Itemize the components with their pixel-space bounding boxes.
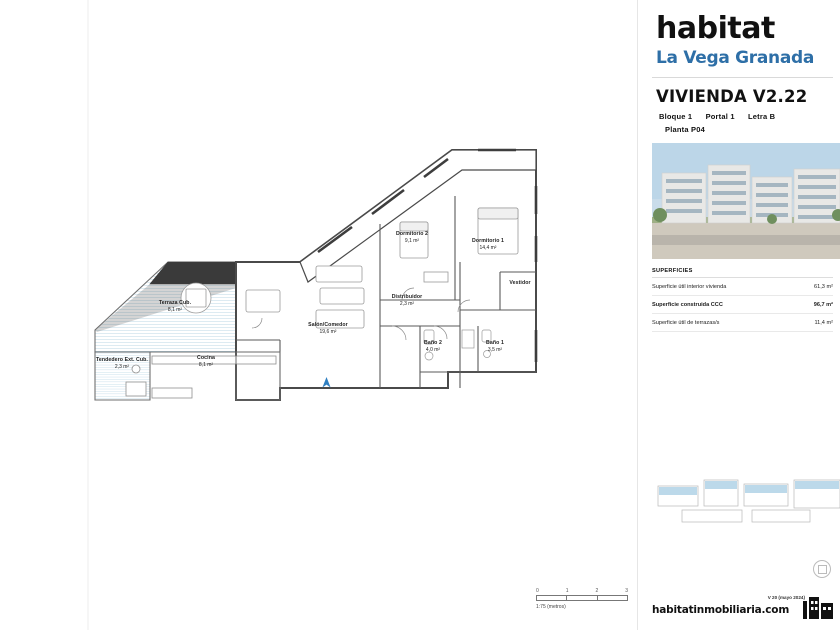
development-name: La Vega Granada <box>656 48 815 68</box>
brand-block <box>638 0 840 68</box>
scale-caption: 1:75 (metros) <box>536 604 566 610</box>
room-label-bano-2: Baño 2 4,0 m² <box>424 340 442 353</box>
scale-tick: 2 <box>595 588 599 594</box>
room-label-distribuidor: Distribuidor 2,3 m² <box>391 294 423 307</box>
surface-row <box>652 314 833 332</box>
surface-row <box>652 278 833 296</box>
scale-tick: 3 <box>625 588 628 594</box>
surface-label: Superficie construida CCC <box>652 302 723 308</box>
surface-value: 11,4 m² <box>814 320 833 326</box>
divider <box>652 77 833 78</box>
letter-label: Letra B <box>748 112 776 121</box>
unit-title: VIVIENDA V2.22 <box>656 87 808 106</box>
floor-label: Planta P04 <box>665 125 705 134</box>
portal-label: Portal 1 <box>705 112 735 121</box>
scale-bar <box>536 588 628 601</box>
room-label-cocina: Cocina 8,1 m² <box>197 355 215 368</box>
room-label-terraza: Terraza Cub. 8,1 m² <box>158 300 192 313</box>
surface-row <box>652 296 833 314</box>
surface-label: Superficie útil interior vivienda <box>652 284 727 290</box>
room-label-salon-comedor: Salón/Comedor 19,6 m² <box>308 322 348 335</box>
block-label: Bloque 1 <box>659 112 693 121</box>
surface-label: Superficie útil de terrazas/s <box>652 320 720 326</box>
surface-value: 96,7 m² <box>813 302 833 308</box>
version-label: V 20 (mayo 2024) <box>767 595 805 600</box>
site-keymap <box>652 470 840 530</box>
room-label-bano-1: Baño 1 3,5 m² <box>486 340 504 353</box>
surfaces-heading: SUPERFICIES <box>652 268 693 274</box>
habitat-logo-icon <box>803 597 833 619</box>
room-label-vestidor: Vestidor <box>509 280 531 286</box>
surface-value: 61,3 m² <box>814 284 833 290</box>
scale-tick: 0 <box>536 588 539 594</box>
room-label-tendedero: Tendedero Ext. Cub. 2,3 m² <box>96 357 148 370</box>
room-label-dormitorio-2: Dormitorio 2 9,1 m² <box>395 231 429 244</box>
north-arrow-icon <box>322 377 331 388</box>
room-label-dormitorio-1: Dormitorio 1 14,4 m² <box>471 238 505 251</box>
qr-code-icon <box>813 560 831 578</box>
info-panel <box>637 0 840 630</box>
scale-tick: 1 <box>565 588 569 594</box>
building-photo <box>652 143 840 259</box>
unit-location-line <box>659 112 840 121</box>
brand-name: habitat <box>656 11 775 46</box>
footer-url: habitatinmobiliaria.com <box>652 604 790 616</box>
